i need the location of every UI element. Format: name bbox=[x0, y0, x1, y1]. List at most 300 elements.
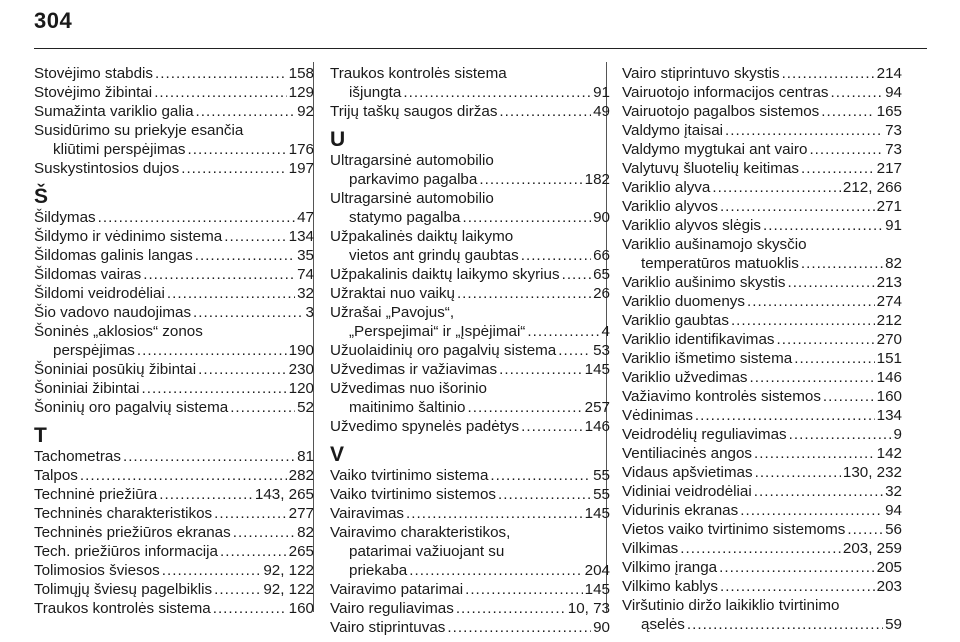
entry-text: Šildymas bbox=[34, 209, 96, 226]
index-entry bbox=[330, 580, 610, 599]
entry-page-ref: 4 bbox=[601, 323, 610, 340]
dot-leader bbox=[465, 580, 583, 599]
entry-page-ref: 55 bbox=[593, 467, 610, 484]
entry-text: Tolimosios šviesos bbox=[34, 562, 160, 579]
index-entry bbox=[34, 523, 314, 542]
dot-leader bbox=[220, 542, 287, 561]
entry-text: Variklio duomenys bbox=[622, 293, 745, 310]
index-entry bbox=[622, 577, 902, 596]
index-entry bbox=[622, 596, 902, 634]
index-column-3 bbox=[622, 64, 902, 634]
entry-text: Vairo stiprintuvo skystis bbox=[622, 65, 780, 82]
dot-leader bbox=[499, 102, 591, 121]
entry-text: Važiavimo kontrolės sistemos bbox=[622, 388, 821, 405]
dot-leader bbox=[233, 523, 295, 542]
entry-text: Tachometras bbox=[34, 448, 121, 465]
entry-text: Variklio išmetimo sistema bbox=[622, 350, 793, 367]
index-entry bbox=[622, 406, 902, 425]
index-entry bbox=[34, 83, 314, 102]
index-entry bbox=[330, 618, 610, 637]
entry-text: Stovėjimo žibintai bbox=[34, 84, 153, 101]
entry-text: patarimai važiuojant su bbox=[349, 543, 505, 560]
dot-leader bbox=[456, 599, 566, 618]
dot-leader bbox=[457, 284, 591, 303]
dot-leader bbox=[498, 485, 591, 504]
index-entry bbox=[622, 444, 902, 463]
dot-leader bbox=[809, 140, 883, 159]
entry-page-ref: 53 bbox=[593, 342, 610, 359]
entry-page-ref: 91 bbox=[885, 217, 902, 234]
entry-text: Techninė priežiūra bbox=[34, 486, 158, 503]
dot-leader bbox=[98, 208, 295, 227]
dot-leader bbox=[740, 501, 883, 520]
index-letter-heading: U bbox=[330, 128, 346, 151]
index-entry bbox=[34, 466, 314, 485]
entry-page-ref: 120 bbox=[288, 380, 314, 397]
entry-page-ref: 160 bbox=[288, 600, 314, 617]
entry-page-ref: 151 bbox=[876, 350, 902, 367]
entry-text: Variklio užvedimas bbox=[622, 369, 748, 386]
index-entry bbox=[330, 466, 610, 485]
dot-leader bbox=[777, 330, 875, 349]
entry-text: Ultragarsinė automobilio bbox=[330, 152, 494, 169]
entry-text: Valytuvų šluotelių keitimas bbox=[622, 160, 799, 177]
entry-text: Techninės charakteristikos bbox=[34, 505, 213, 522]
entry-text: Traukos kontrolės sistema bbox=[34, 600, 211, 617]
entry-page-ref: 73 bbox=[885, 141, 902, 158]
dot-leader bbox=[154, 83, 286, 102]
entry-text: Veidrodėlių reguliavimas bbox=[622, 426, 787, 443]
entry-text: Variklio identifikavimas bbox=[622, 331, 775, 348]
index-entry bbox=[330, 523, 610, 580]
dot-leader bbox=[749, 368, 874, 387]
dot-leader bbox=[527, 322, 599, 341]
index-entry bbox=[34, 208, 314, 227]
entry-text: Šoniniai žibintai bbox=[34, 380, 140, 397]
entry-page-ref: 129 bbox=[288, 84, 314, 101]
entry-text: išjungta bbox=[349, 84, 402, 101]
index-entry bbox=[622, 368, 902, 387]
dot-leader bbox=[499, 360, 583, 379]
entry-page-ref: 142 bbox=[876, 445, 902, 462]
entry-page-ref: 32 bbox=[885, 483, 902, 500]
entry-text: Užraktai nuo vaikų bbox=[330, 285, 455, 302]
entry-text: Ultragarsinė automobilio bbox=[330, 190, 494, 207]
index-entry bbox=[622, 520, 902, 539]
index-entry bbox=[622, 311, 902, 330]
entry-text: Vilkimo įranga bbox=[622, 559, 718, 576]
dot-leader bbox=[137, 341, 287, 360]
index-entry bbox=[34, 599, 314, 618]
index-entry bbox=[622, 463, 902, 482]
entry-text: Vidiniai veidrodėliai bbox=[622, 483, 752, 500]
index-entry bbox=[622, 83, 902, 102]
entry-page-ref: 35 bbox=[297, 247, 314, 264]
entry-page-ref: 73 bbox=[885, 122, 902, 139]
index-entry bbox=[622, 330, 902, 349]
entry-page-ref: 282 bbox=[288, 467, 314, 484]
entry-page-ref: 49 bbox=[593, 103, 610, 120]
index-entry bbox=[330, 102, 610, 121]
entry-text: Užvedimas nuo išorinio bbox=[330, 380, 488, 397]
entry-page-ref: 203 bbox=[876, 578, 902, 595]
entry-text: Šio vadovo naudojimas bbox=[34, 304, 192, 321]
entry-page-ref: 213 bbox=[876, 274, 902, 291]
dot-leader bbox=[142, 379, 287, 398]
dot-leader bbox=[754, 482, 883, 501]
index-entry bbox=[34, 303, 314, 322]
dot-leader bbox=[213, 599, 287, 618]
index-entry bbox=[622, 121, 902, 140]
entry-text: Suskystintosios dujos bbox=[34, 160, 180, 177]
entry-text: Šoniniai posūkių žibintai bbox=[34, 361, 197, 378]
dot-leader bbox=[680, 539, 841, 558]
entry-text: Šildymo ir vėdinimo sistema bbox=[34, 228, 223, 245]
index-entry bbox=[622, 216, 902, 235]
dot-leader bbox=[193, 303, 304, 322]
index-entry bbox=[622, 140, 902, 159]
dot-leader bbox=[823, 387, 875, 406]
dot-leader bbox=[521, 246, 591, 265]
entry-page-ref: 230 bbox=[288, 361, 314, 378]
entry-page-ref: 55 bbox=[593, 486, 610, 503]
entry-text: Užvedimas ir važiavimas bbox=[330, 361, 498, 378]
dot-leader bbox=[167, 284, 295, 303]
index-entry bbox=[330, 284, 610, 303]
index-entry bbox=[34, 322, 314, 360]
entry-text: ąselės bbox=[641, 616, 685, 633]
index-entry bbox=[34, 485, 314, 504]
entry-text: Vairo stiprintuvas bbox=[330, 619, 446, 636]
entry-text: Vaiko tvirtinimo sistema bbox=[330, 467, 489, 484]
entry-page-ref: 182 bbox=[584, 171, 610, 188]
entry-page-ref: 145 bbox=[584, 361, 610, 378]
dot-leader bbox=[123, 447, 295, 466]
index-entry bbox=[622, 197, 902, 216]
entry-text: Traukos kontrolės sistema bbox=[330, 65, 507, 82]
index-entry bbox=[330, 379, 610, 417]
entry-page-ref: 212 bbox=[876, 312, 902, 329]
dot-leader bbox=[725, 121, 883, 140]
index-entry bbox=[330, 485, 610, 504]
dot-leader bbox=[801, 254, 883, 273]
entry-text: „Perspejimai“ ir „Įspėjimai“ bbox=[349, 323, 526, 340]
dot-leader bbox=[181, 159, 286, 178]
entry-page-ref: 91 bbox=[593, 84, 610, 101]
entry-text: priekaba bbox=[349, 562, 408, 579]
dot-leader bbox=[747, 292, 875, 311]
entry-text: Užuolaidinių oro pagalvių sistema bbox=[330, 342, 557, 359]
entry-page-ref: 134 bbox=[876, 407, 902, 424]
entry-text: Sumažinta variklio galia bbox=[34, 103, 194, 120]
entry-page-ref: 190 bbox=[288, 342, 314, 359]
entry-page-ref: 47 bbox=[297, 209, 314, 226]
entry-text: temperatūros matuoklis bbox=[641, 255, 799, 272]
dot-leader bbox=[195, 246, 295, 265]
entry-page-ref: 146 bbox=[584, 418, 610, 435]
entry-page-ref: 214 bbox=[876, 65, 902, 82]
index-entry bbox=[330, 341, 610, 360]
dot-leader bbox=[406, 504, 583, 523]
index-entry bbox=[622, 539, 902, 558]
index-entry bbox=[34, 580, 314, 599]
dot-leader bbox=[558, 341, 591, 360]
index-entry bbox=[34, 360, 314, 379]
entry-page-ref: 92 bbox=[297, 103, 314, 120]
entry-text: Vairavimas bbox=[330, 505, 404, 522]
entry-text: Šoninės „aklosios“ zonos bbox=[34, 323, 203, 340]
entry-page-ref: 197 bbox=[288, 160, 314, 177]
dot-leader bbox=[755, 463, 841, 482]
entry-text: Vairavimo patarimai bbox=[330, 581, 464, 598]
entry-text: Susidūrimo su priekyje esančia bbox=[34, 122, 244, 139]
dot-leader bbox=[782, 64, 875, 83]
entry-page-ref: 66 bbox=[593, 247, 610, 264]
dot-leader bbox=[479, 170, 582, 189]
index-column-1 bbox=[34, 64, 314, 618]
dot-leader bbox=[80, 466, 287, 485]
entry-page-ref: 32 bbox=[297, 285, 314, 302]
entry-page-ref: 212, 266 bbox=[842, 179, 902, 196]
entry-text: Vietos vaiko tvirtinimo sistemoms bbox=[622, 521, 846, 538]
index-entry bbox=[622, 102, 902, 121]
entry-page-ref: 158 bbox=[288, 65, 314, 82]
index-entry bbox=[622, 273, 902, 292]
dot-leader bbox=[687, 615, 883, 634]
entry-page-ref: 265 bbox=[288, 543, 314, 560]
entry-page-ref: 176 bbox=[288, 141, 314, 158]
index-entry bbox=[622, 387, 902, 406]
index-entry bbox=[330, 64, 610, 102]
dot-leader bbox=[847, 520, 883, 539]
index-entry bbox=[34, 561, 314, 580]
entry-page-ref: 143, 265 bbox=[254, 486, 314, 503]
dot-leader bbox=[447, 618, 591, 637]
index-entry bbox=[34, 398, 314, 417]
dot-leader bbox=[490, 466, 591, 485]
dot-leader bbox=[562, 265, 592, 284]
entry-page-ref: 146 bbox=[876, 369, 902, 386]
page-number: 304 bbox=[34, 8, 73, 33]
index-entry bbox=[34, 379, 314, 398]
entry-page-ref: 56 bbox=[885, 521, 902, 538]
dot-leader bbox=[224, 227, 286, 246]
index-entry bbox=[622, 178, 902, 197]
entry-text: Vairo reguliavimas bbox=[330, 600, 454, 617]
entry-text: Vidaus apšvietimas bbox=[622, 464, 753, 481]
index-entry bbox=[622, 558, 902, 577]
entry-text: parkavimo pagalba bbox=[349, 171, 478, 188]
dot-leader bbox=[720, 577, 875, 596]
index-column-2 bbox=[330, 64, 610, 637]
entry-page-ref: 277 bbox=[288, 505, 314, 522]
dot-leader bbox=[196, 102, 296, 121]
dot-leader bbox=[719, 558, 875, 577]
index-entry bbox=[34, 284, 314, 303]
index-entry bbox=[34, 102, 314, 121]
index-entry bbox=[622, 482, 902, 501]
entry-text: Valdymo įtaisai bbox=[622, 122, 724, 139]
entry-text: perspėjimas bbox=[53, 342, 135, 359]
entry-page-ref: 94 bbox=[885, 502, 902, 519]
index-entry bbox=[34, 447, 314, 466]
entry-page-ref: 204 bbox=[584, 562, 610, 579]
entry-text: statymo pagalba bbox=[349, 209, 461, 226]
index-entry bbox=[330, 189, 610, 227]
entry-text: Šildomas vairas bbox=[34, 266, 142, 283]
dot-leader bbox=[467, 398, 582, 417]
dot-leader bbox=[712, 178, 841, 197]
dot-leader bbox=[198, 360, 287, 379]
dot-leader bbox=[155, 64, 287, 83]
index-entry bbox=[34, 504, 314, 523]
entry-page-ref: 59 bbox=[885, 616, 902, 633]
dot-leader bbox=[754, 444, 875, 463]
index-entry bbox=[622, 159, 902, 178]
index-entry bbox=[34, 121, 314, 159]
dot-leader bbox=[403, 83, 591, 102]
entry-text: Tolimųjų šviesų pagelbiklis bbox=[34, 581, 213, 598]
index-entry bbox=[330, 227, 610, 265]
entry-text: Užvedimo spynelės padėtys bbox=[330, 418, 520, 435]
entry-page-ref: 92, 122 bbox=[263, 581, 314, 598]
entry-page-ref: 9 bbox=[893, 426, 902, 443]
entry-text: Vaiko tvirtinimo sistemos bbox=[330, 486, 496, 503]
dot-leader bbox=[763, 216, 883, 235]
entry-text: Šoninių oro pagalvių sistema bbox=[34, 399, 229, 416]
entry-page-ref: 52 bbox=[297, 399, 314, 416]
entry-page-ref: 130, 232 bbox=[842, 464, 902, 481]
dot-leader bbox=[720, 197, 875, 216]
entry-text: Vilkimas bbox=[622, 540, 679, 557]
dot-leader bbox=[831, 83, 884, 102]
entry-page-ref: 65 bbox=[593, 266, 610, 283]
index-entry bbox=[34, 227, 314, 246]
entry-page-ref: 160 bbox=[876, 388, 902, 405]
index-entry bbox=[622, 64, 902, 83]
header-rule bbox=[34, 48, 927, 49]
dot-leader bbox=[214, 580, 261, 599]
entry-page-ref: 270 bbox=[876, 331, 902, 348]
index-entry bbox=[330, 417, 610, 436]
index-entry bbox=[622, 425, 902, 444]
index-entry bbox=[34, 265, 314, 284]
dot-leader bbox=[787, 273, 874, 292]
dot-leader bbox=[230, 398, 295, 417]
entry-text: maitinimo šaltinio bbox=[349, 399, 466, 416]
index-entry bbox=[330, 303, 610, 341]
entry-text: Stovėjimo stabdis bbox=[34, 65, 154, 82]
entry-page-ref: 257 bbox=[584, 399, 610, 416]
index-entry bbox=[622, 349, 902, 368]
dot-leader bbox=[143, 265, 295, 284]
entry-text: Užpakalinis daiktų laikymo skyrius bbox=[330, 266, 560, 283]
entry-page-ref: 26 bbox=[593, 285, 610, 302]
dot-leader bbox=[409, 561, 582, 580]
index-entry bbox=[330, 151, 610, 189]
entry-text: Variklio aušinamojo skysčio bbox=[622, 236, 807, 253]
entry-page-ref: 90 bbox=[593, 619, 610, 636]
entry-text: Užrašai „Pavojus“, bbox=[330, 304, 455, 321]
entry-text: Variklio aušinimo skystis bbox=[622, 274, 786, 291]
entry-text: Vairavimo charakteristikos, bbox=[330, 524, 511, 541]
entry-page-ref: 3 bbox=[305, 304, 314, 321]
entry-text: Šildomi veidrodėliai bbox=[34, 285, 165, 302]
index-entry bbox=[622, 501, 902, 520]
index-entry bbox=[622, 292, 902, 311]
dot-leader bbox=[789, 425, 892, 444]
entry-text: Talpos bbox=[34, 467, 78, 484]
entry-text: Trijų taškų saugos diržas bbox=[330, 103, 498, 120]
index-letter-heading: V bbox=[330, 443, 345, 466]
dot-leader bbox=[821, 102, 874, 121]
dot-leader bbox=[731, 311, 875, 330]
dot-leader bbox=[162, 561, 262, 580]
entry-text: Vairuotojo informacijos centras bbox=[622, 84, 829, 101]
entry-text: Techninės priežiūros ekranas bbox=[34, 524, 231, 541]
entry-text: Variklio alyvos slėgis bbox=[622, 217, 761, 234]
index-entry bbox=[330, 265, 610, 284]
entry-page-ref: 10, 73 bbox=[567, 600, 610, 617]
entry-text: Valdymo mygtukai ant vairo bbox=[622, 141, 808, 158]
entry-text: Tech. priežiūros informacija bbox=[34, 543, 219, 560]
entry-page-ref: 217 bbox=[876, 160, 902, 177]
entry-page-ref: 165 bbox=[876, 103, 902, 120]
index-entry bbox=[34, 542, 314, 561]
entry-page-ref: 203, 259 bbox=[842, 540, 902, 557]
entry-page-ref: 74 bbox=[297, 266, 314, 283]
dot-leader bbox=[462, 208, 591, 227]
entry-text: Vairuotojo pagalbos sistemos bbox=[622, 103, 820, 120]
entry-page-ref: 271 bbox=[876, 198, 902, 215]
index-entry bbox=[34, 246, 314, 265]
entry-page-ref: 92, 122 bbox=[263, 562, 314, 579]
index-entry bbox=[34, 64, 314, 83]
index-letter-heading: Š bbox=[34, 185, 49, 208]
dot-leader bbox=[801, 159, 875, 178]
entry-page-ref: 145 bbox=[584, 505, 610, 522]
entry-text: Variklio gaubtas bbox=[622, 312, 729, 329]
entry-text: vietos ant grindų gaubtas bbox=[349, 247, 519, 264]
entry-text: Variklio alyvos bbox=[622, 198, 718, 215]
dot-leader bbox=[794, 349, 874, 368]
entry-text: Variklio alyva bbox=[622, 179, 711, 196]
entry-page-ref: 82 bbox=[297, 524, 314, 541]
entry-page-ref: 81 bbox=[297, 448, 314, 465]
dot-leader bbox=[214, 504, 287, 523]
dot-leader bbox=[188, 140, 287, 159]
dot-leader bbox=[159, 485, 253, 504]
entry-page-ref: 134 bbox=[288, 228, 314, 245]
index-entry bbox=[330, 360, 610, 379]
entry-page-ref: 145 bbox=[584, 581, 610, 598]
index-entry bbox=[330, 599, 610, 618]
entry-text: Vilkimo kablys bbox=[622, 578, 718, 595]
index-entry bbox=[622, 235, 902, 273]
entry-text: Vidurinis ekranas bbox=[622, 502, 739, 519]
index-entry bbox=[330, 504, 610, 523]
entry-text: Ventiliacinės angos bbox=[622, 445, 753, 462]
dot-leader bbox=[521, 417, 583, 436]
index-letter-heading: T bbox=[34, 424, 47, 447]
entry-page-ref: 82 bbox=[885, 255, 902, 272]
entry-text: Užpakalinės daiktų laikymo bbox=[330, 228, 514, 245]
index-entry bbox=[34, 159, 314, 178]
entry-text: Viršutinio diržo laikiklio tvirtinimo bbox=[622, 597, 840, 614]
entry-page-ref: 90 bbox=[593, 209, 610, 226]
entry-page-ref: 274 bbox=[876, 293, 902, 310]
entry-text: Šildomas galinis langas bbox=[34, 247, 193, 264]
